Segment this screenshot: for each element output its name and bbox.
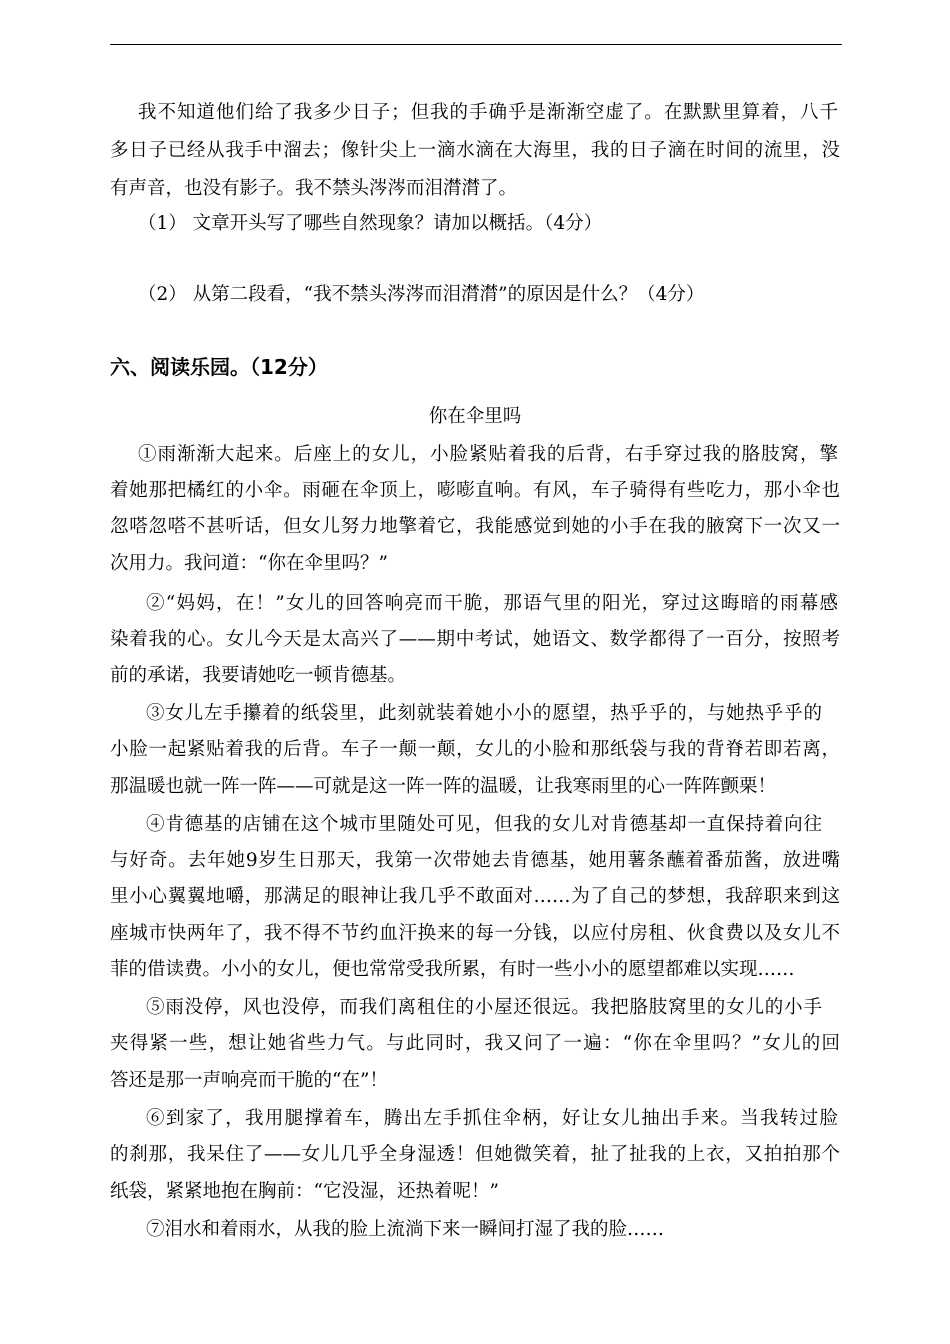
article-line: 夹得紧一些，想让她省些力气。与此同时，我又问了一遍：“你在伞里吗？”女儿的回 bbox=[110, 1033, 840, 1054]
article-line: 里小心翼翼地嚼，那满足的眼神让我几乎不敢面对……为了自己的梦想，我辞职来到这 bbox=[110, 886, 840, 907]
question-1: （1） 文章开头写了哪些自然现象？请加以概括。（4分） bbox=[138, 213, 603, 234]
article-line: 小脸一起紧贴着我的后背。车子一颠一颠，女儿的小脸和那纸袋与我的背脊若即若离， bbox=[110, 739, 840, 760]
article-line: ④肯德基的店铺在这个城市里随处可见，但我的女儿对肯德基却一直保持着向往 bbox=[146, 814, 822, 835]
article-line: 忽嗒忽嗒不甚听话，但女儿努力地擎着它，我能感觉到她的小手在我的腋窝下一次又一 bbox=[110, 516, 840, 537]
article-line: 次用力。我问道：“你在伞里吗？” bbox=[110, 553, 388, 574]
section-heading: 六、阅读乐园。（12分） bbox=[110, 355, 328, 379]
article-line: 染着我的心。女儿今天是太高兴了——期中考试，她语文、数学都得了一百分，按照考 bbox=[110, 629, 840, 650]
article-title: 你在伞里吗 bbox=[428, 406, 522, 427]
article-line: 座城市快两年了，我不得不节约血汗换来的每一分钱，以应付房租、伙食费以及女儿不 bbox=[110, 923, 840, 944]
passage-line: 我不知道他们给了我多少日子；但我的手确乎是渐渐空虚了。在默默里算着，八千 bbox=[138, 102, 838, 123]
passage-line: 有声音，也没有影子。我不禁头涔涔而泪潸潸了。 bbox=[110, 178, 518, 199]
article-line: 菲的借读费。小小的女儿，便也常常受我所累，有时一些小小的愿望都难以实现…… bbox=[110, 959, 795, 980]
article-line: 答还是那一声响亮而干脆的“在”！ bbox=[110, 1070, 388, 1091]
question-2: （2） 从第二段看，“我不禁头涔涔而泪潸潸”的原因是什么？（4分） bbox=[138, 284, 705, 305]
passage-line: 多日子已经从我手中溜去；像针尖上一滴水滴在大海里，我的日子滴在时间的流里，没 bbox=[110, 140, 840, 161]
article-line: ③女儿左手攥着的纸袋里，此刻就装着她小小的愿望，热乎乎的，与她热乎乎的 bbox=[146, 703, 822, 724]
article-line: 与好奇。去年她9岁生日那天，我第一次带她去肯德基，她用薯条蘸着番茄酱，放进嘴 bbox=[110, 850, 840, 871]
article-line: ⑤雨没停，风也没停，而我们离租住的小屋还很远。我把胳肢窝里的女儿的小手 bbox=[146, 997, 822, 1018]
header-rule bbox=[110, 44, 842, 45]
article-line: 着她那把橘红的小伞。雨砸在伞顶上，嘭嘭直响。有风，车子骑得有些吃力，那小伞也 bbox=[110, 480, 840, 501]
article-line: ①雨渐渐大起来。后座上的女儿，小脸紧贴着我的后背，右手穿过我的胳肢窝，擎 bbox=[138, 444, 838, 465]
article-line: 前的承诺，我要请她吃一顿肯德基。 bbox=[110, 665, 407, 686]
article-line: 的刹那，我呆住了——女儿几乎全身湿透！但她微笑着，扯了扯我的上衣，又拍拍那个 bbox=[110, 1144, 840, 1165]
article-line: 那温暖也就一阵一阵——可就是这一阵一阵的温暖，让我寒雨里的心一阵阵颤栗！ bbox=[110, 776, 777, 797]
article-line: ⑦泪水和着雨水，从我的脸上流淌下来一瞬间打湿了我的脸…… bbox=[146, 1219, 665, 1240]
article-line: ②“妈妈，在！”女儿的回答响亮而干脆，那语气里的阳光，穿过这晦暗的雨幕感 bbox=[146, 593, 838, 614]
article-line: 纸袋，紧紧地抱在胸前：“它没湿，还热着呢！” bbox=[110, 1181, 499, 1202]
article-line: ⑥到家了，我用腿撑着车，腾出左手抓住伞柄，好让女儿抽出手来。当我转过脸 bbox=[146, 1108, 838, 1129]
